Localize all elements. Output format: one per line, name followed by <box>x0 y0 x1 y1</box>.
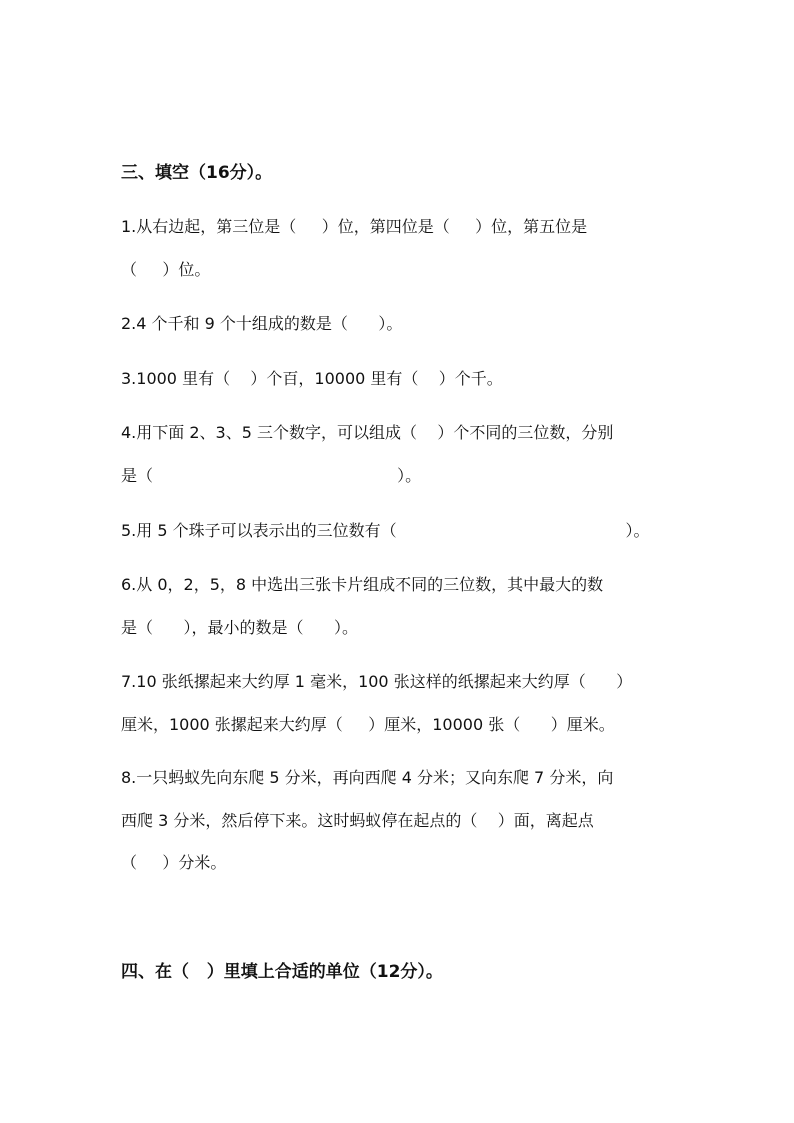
question-4-line-2: 是（ ）。 <box>121 466 422 485</box>
question-8-line-3: （ ）分米。 <box>121 853 227 872</box>
question-1-line-1: 1.从右边起，第三位是（ ）位，第四位是（ ）位，第五位是 <box>121 217 588 236</box>
question-7-line-2: 厘米，1000 张摞起来大约厚（ ）厘米，10000 张（ ）厘米。 <box>121 715 615 734</box>
question-6-line-1: 6.从 0，2，5，8 中选出三张卡片组成不同的三位数，其中最大的数 <box>121 575 604 594</box>
question-2-line-1: 2.4 个千和 9 个十组成的数是（ ）。 <box>121 314 403 333</box>
question-3-line-1: 3.1000 里有（ ）个百，10000 里有（ ）个千。 <box>121 369 503 388</box>
section-4-heading: 四、在（ ）里填上合适的单位（12分）。 <box>121 962 443 982</box>
question-5-line-1: 5.用 5 个珠子可以表示出的三位数有（ ）。 <box>121 521 650 540</box>
section-3-heading: 三、填空（16分）。 <box>121 163 273 183</box>
question-4-line-1: 4.用下面 2、3、5 三个数字，可以组成（ ）个不同的三位数，分别 <box>121 423 614 442</box>
question-8-line-1: 8.一只蚂蚁先向东爬 5 分米，再向西爬 4 分米；又向东爬 7 分米，向 <box>121 768 614 787</box>
question-1-line-2: （ ）位。 <box>121 260 211 279</box>
question-6-line-2: 是（ ），最小的数是（ ）。 <box>121 618 359 637</box>
question-8-line-2: 西爬 3 分米，然后停下来。这时蚂蚁停在起点的（ ）面，离起点 <box>121 811 594 830</box>
question-7-line-1: 7.10 张纸摞起来大约厚 1 毫米，100 张这样的纸摞起来大约厚（ ） <box>121 672 633 691</box>
